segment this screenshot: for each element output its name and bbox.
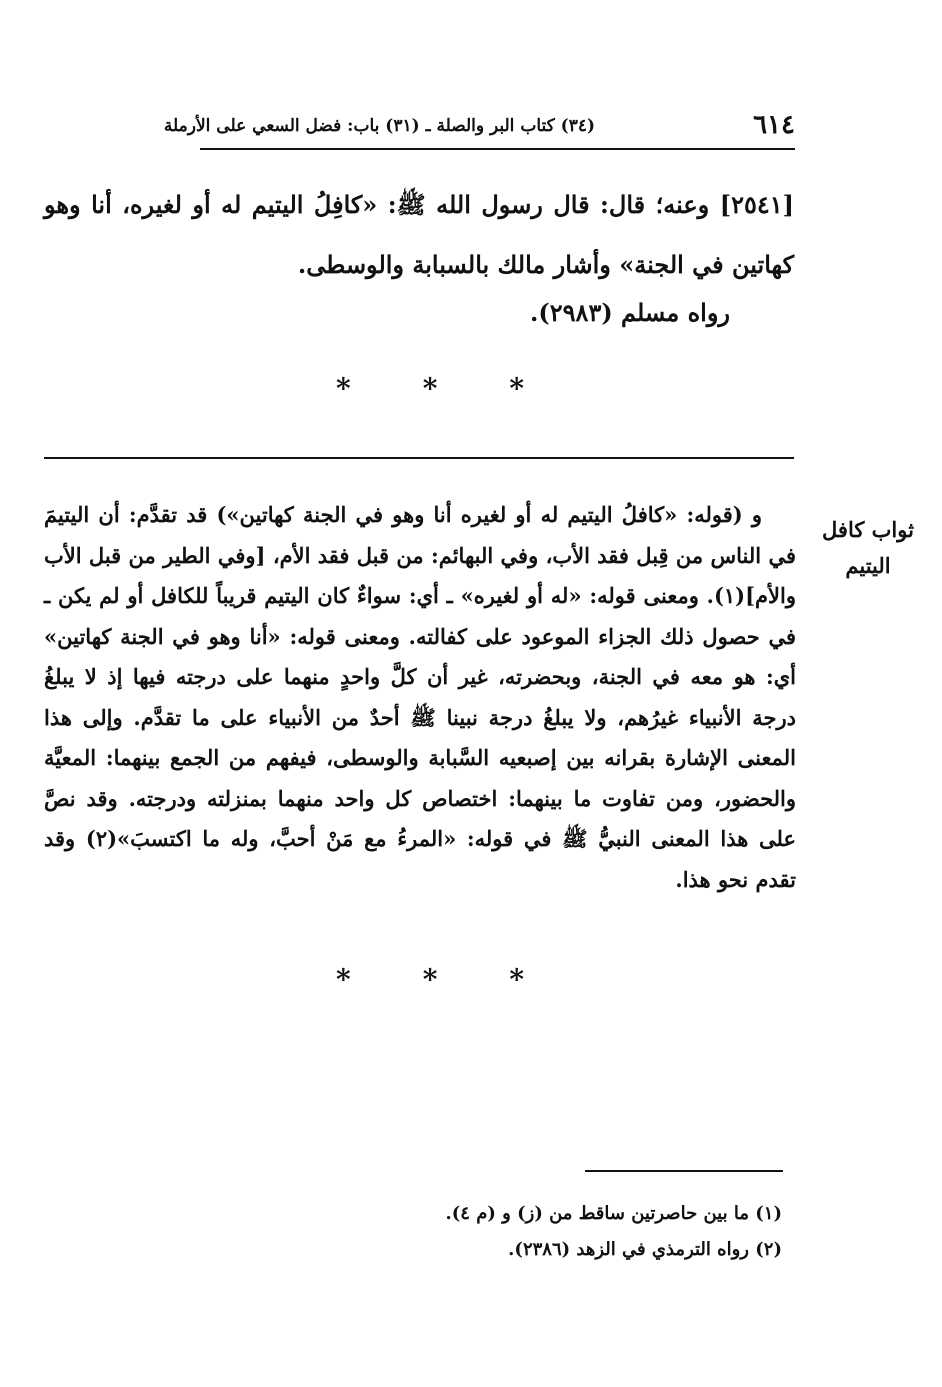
margin-heading-line: اليتيم — [845, 553, 891, 578]
separator-star: * — [336, 963, 351, 996]
divider-line — [44, 457, 794, 459]
commentary-text: و (قوله: «كافلُ اليتيم له أو لغيره أنا وهو في الجنة كهاتين») قد تقدَّم: أن اليتيمَ في الناس من قِبل فقد الأب، وفي البهائم: من قبل فقد الأم، [وفي الطير من قبل الأب والأم](١). ومعنى قوله: «له أو لغيره» ـ أي: سواءٌ كان اليتيم قريباً للكافل أو لم يكن ـ في حصول ذلك الجزاء الموعود على كفالته. ومعنى قوله: «أنا وهو في الجنة كهاتين» أي: هو معه في الجنة، وبحضرته، غير أن كلَّ واحدٍ منهما على درجته فيها إذ لا يبلغُ درجة الأنبياء غيرُهم، ولا يبلغُ درجة نبينا ﷺ أحدٌ من الأنبياء على ما تقدَّم. وإلى هذا المعنى الإشارة بقرانه بين إصبعيه السَّبابة والوسطى، فيفهم من الجمع بينهما: المعيَّة والحضور، ومن تفاوت ما بينهما: اختصاص كل واحد منهما بمنزلته ودرجته. وقد نصَّ على هذا المعنى النبيُّ ﷺ في قوله: «المرءُ مع مَنْ أحبَّ، وله ما اكتسبَ»(٢) وقد تقدم نحو هذا. — [44, 502, 796, 892]
margin-heading — [808, 512, 928, 584]
hadith-source: رواه مسلم (٢٩٨٣). — [530, 298, 730, 327]
separator-star: * — [422, 372, 438, 405]
footnotes — [445, 1196, 782, 1268]
separator-star: * — [509, 372, 524, 405]
section-separator — [300, 372, 560, 405]
footnote-divider — [585, 1170, 783, 1172]
separator-star: * — [422, 963, 438, 996]
separator-star: * — [509, 963, 524, 996]
page-header — [163, 108, 795, 150]
separator-star: * — [336, 372, 351, 405]
page-number: ٦١٤ — [753, 110, 795, 140]
running-title: (٣٤) كتاب البر والصلة ـ (٣١) باب: فضل السعي على الأرملة — [163, 116, 595, 136]
hadith-text: [٢٥٤١] وعنه؛ قال: قال رسول الله ﷺ: «كافِلُ اليتيم له أو لغيره، أنا وهو كهاتين في الجنة» وأشار مالك بالسبابة والوسطى. — [44, 190, 794, 279]
commentary-paragraph — [44, 495, 796, 900]
margin-heading-line: ثواب كافل — [822, 517, 914, 542]
footnote-item: (١) ما بين حاصرتين ساقط من (ز) و (م ٤). — [445, 1203, 782, 1224]
footnote-item: (٢) رواه الترمذي في الزهد (٢٣٨٦). — [508, 1239, 782, 1260]
section-separator — [300, 963, 560, 996]
